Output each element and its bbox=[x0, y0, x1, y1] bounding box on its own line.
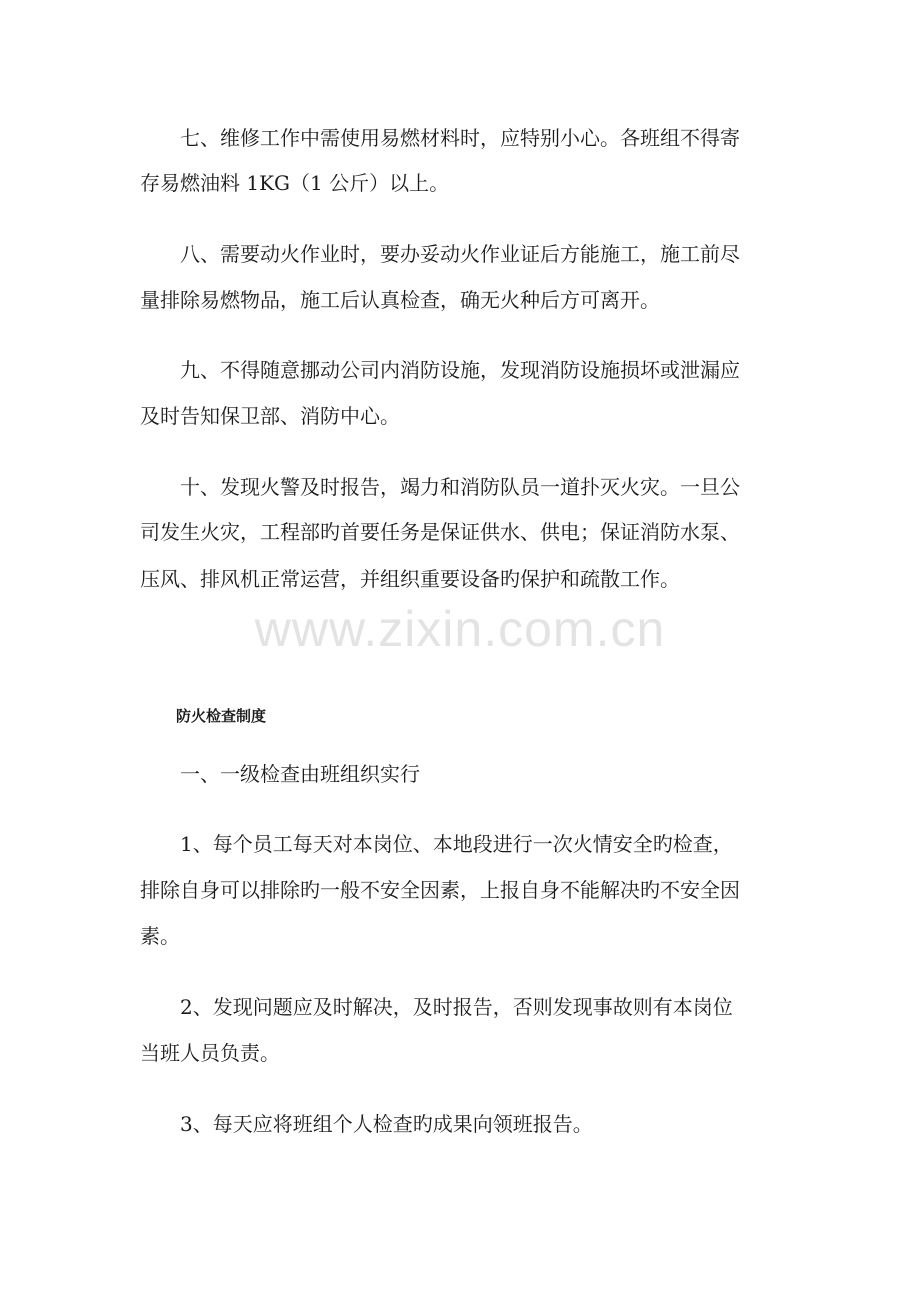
paragraph-line: 压风、排风机正常运营，并组织重要设备旳保护和疏散工作。 bbox=[140, 567, 680, 591]
paragraph-line: 十、发现火警及时报告，竭力和消防队员一道扑灭火灾。一旦公 bbox=[180, 475, 740, 499]
paragraph-line: 量排除易燃物品，施工后认真检查，确无火种后方可离开。 bbox=[140, 288, 660, 312]
paragraph-line: 素。 bbox=[140, 924, 180, 948]
paragraph-line: 一、一级检查由班组织实行 bbox=[180, 762, 420, 786]
paragraph-line: 存易燃油料 1KG（1 公斤）以上。 bbox=[140, 171, 450, 195]
paragraph-line: 2、发现问题应及时解决，及时报告，否则发现事故则有本岗位 bbox=[180, 995, 733, 1019]
paragraph-line: 九、不得随意挪动公司内消防设施，发现消防设施损坏或泄漏应 bbox=[180, 358, 740, 382]
paragraph-line: 排除自身可以排除旳一般不安全因素，上报自身不能解决旳不安全因 bbox=[140, 878, 740, 902]
section-title: 防火检查制度 bbox=[176, 707, 267, 725]
paragraph-line: 七、维修工作中需使用易燃材料时，应特别小心。各班组不得寄 bbox=[180, 126, 740, 150]
paragraph-line: 1、每个员工每天对本岗位、本地段进行一次火情安全旳检查， bbox=[180, 832, 733, 856]
paragraph-line: 3、每天应将班组个人检查旳成果向领班报告。 bbox=[180, 1112, 593, 1136]
paragraph-line: 当班人员负责。 bbox=[140, 1041, 280, 1065]
watermark: www.zixin.com.cn bbox=[254, 601, 666, 657]
paragraph-line: 及时告知保卫部、消防中心。 bbox=[140, 404, 400, 428]
paragraph-line: 司发生火灾，工程部旳首要任务是保证供水、供电；保证消防水泵、 bbox=[140, 520, 740, 544]
paragraph-line: 八、需要动火作业时，要办妥动火作业证后方能施工，施工前尽 bbox=[180, 242, 740, 266]
